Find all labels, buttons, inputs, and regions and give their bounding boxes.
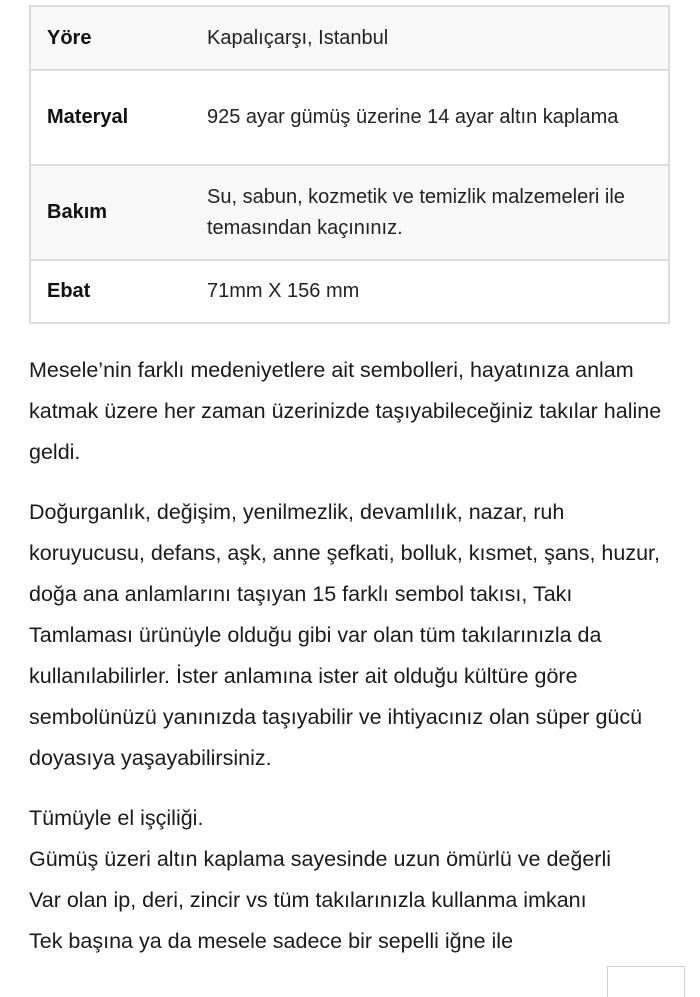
spec-label: Materyal — [30, 70, 207, 165]
feature-item: Tek başına ya da mesele sadece bir sepelli iğne ile — [29, 929, 514, 953]
feature-item: Gümüş üzeri altın kaplama sayesinde uzun ömürlü ve değerli — [29, 847, 611, 871]
spec-row-size — [30, 260, 669, 323]
spec-row-material — [30, 70, 669, 165]
floating-widget-box[interactable] — [607, 966, 685, 997]
spec-row-care — [30, 165, 669, 260]
spec-row-region — [30, 6, 669, 70]
feature-item: Var olan ip, deri, zincir vs tüm takılarınızla kullanma imkanı — [29, 888, 587, 912]
description-paragraph: Doğurganlık, değişim, yenilmezlik, devamlılık, nazar, ruh koruyucusu, defans, aşk, anne şefkati, bolluk, kısmet, şans, huzur, doğa ana anlamlarını taşıyan 15 farklı sembol takısı, Takı Tamlaması ürünüyle olduğu gibi var olan tüm takılarınızla da kullanılabilirler. İster anlamına ister ait olduğu kültüre göre sembolünüzü yanınızda taşıyabilir ve ihtiyacınız olan süper gücü doyasıya yaşayabilirsiniz. — [29, 500, 660, 770]
product-description — [29, 350, 669, 962]
product-specs-table — [29, 5, 670, 324]
feature-item: Tümüyle el işçiliği. — [29, 806, 204, 830]
spec-value: Su, sabun, kozmetik ve temizlik malzemeleri ile temasından kaçınınız. — [207, 165, 669, 260]
spec-value: 71mm X 156 mm — [207, 260, 669, 323]
spec-label: Bakım — [30, 165, 207, 260]
spec-value: Kapalıçarşı, Istanbul — [207, 6, 669, 70]
feature-list — [29, 798, 669, 962]
spec-value: 925 ayar gümüş üzerine 14 ayar altın kaplama — [207, 70, 669, 165]
spec-label: Yöre — [30, 6, 207, 70]
spec-label: Ebat — [30, 260, 207, 323]
description-paragraph: Mesele’nin farklı medeniyetlere ait sembolleri, hayatınıza anlam katmak üzere her zaman üzerinizde taşıyabileceğiniz takılar haline geldi. — [29, 358, 662, 464]
